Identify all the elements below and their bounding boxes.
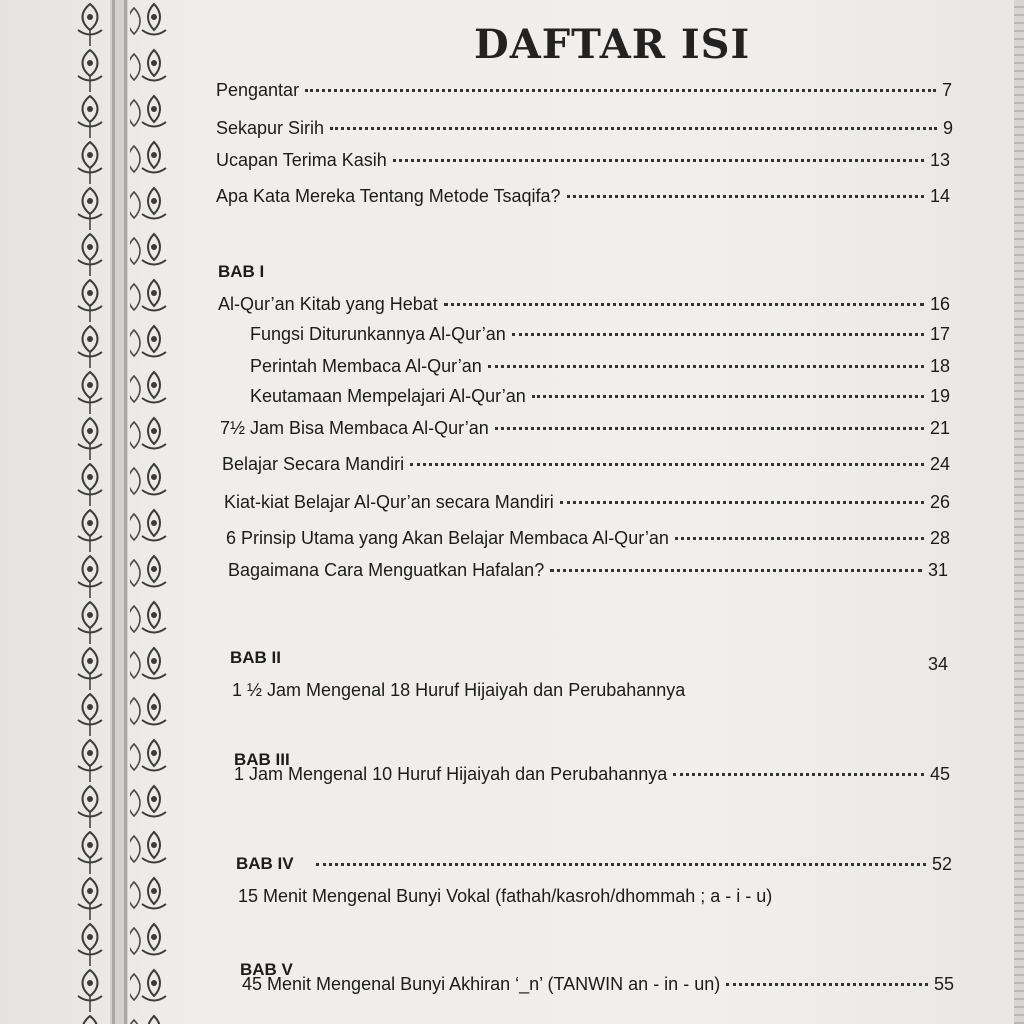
toc-entry-page: 52 xyxy=(931,854,952,874)
toc-entry-ucapan xyxy=(216,146,950,174)
toc-entry-page: 16 xyxy=(929,294,950,314)
bab-heading-2: BAB II xyxy=(230,648,281,667)
toc-entry-bab5 xyxy=(242,970,954,998)
toc-entry-kitab-hebat xyxy=(218,290,950,318)
ornament-pattern-icon xyxy=(72,0,172,1024)
toc-entry-label: Perintah Membaca Al-Qur’an xyxy=(250,356,482,376)
toc-entry-prinsip xyxy=(226,524,950,552)
toc-entry-bab4-page xyxy=(310,850,952,878)
toc-entry-page: 55 xyxy=(933,974,954,994)
dot-leader xyxy=(495,427,924,430)
ornamental-border xyxy=(72,0,172,1024)
toc-entry-label: Keutamaan Mempelajari Al-Qur’an xyxy=(250,386,526,406)
toc-entry-page: 31 xyxy=(927,560,948,580)
dot-leader xyxy=(512,333,924,336)
toc-entry-page: 34 xyxy=(927,654,948,674)
toc-entry-bab3 xyxy=(234,760,950,788)
dot-leader xyxy=(567,195,924,198)
dot-leader xyxy=(550,569,922,572)
toc-entry-label: Sekapur Sirih xyxy=(216,118,325,138)
dot-leader xyxy=(330,127,937,130)
dot-leader xyxy=(673,773,924,776)
dot-leader xyxy=(675,537,924,540)
dot-leader xyxy=(532,395,924,398)
toc-entry-label: 45 Menit Mengenal Bunyi Akhiran ‘_n’ (TANWIN an - in - un) xyxy=(242,974,721,994)
toc-entry-label: Ucapan Terima Kasih xyxy=(216,150,387,170)
dot-leader xyxy=(444,303,924,306)
toc-entry-page: 7 xyxy=(941,80,952,100)
toc-entry-pengantar xyxy=(216,76,952,104)
toc-entry-label: Fungsi Diturunkannya Al-Qur’an xyxy=(250,324,506,344)
toc-entry-keutamaan xyxy=(250,382,950,410)
toc-entry-page: 26 xyxy=(929,492,950,512)
bab-heading-3: BAB III xyxy=(234,750,290,769)
bab-heading-4: BAB IV xyxy=(236,854,294,873)
dot-leader xyxy=(726,983,928,986)
toc-entry-page: 13 xyxy=(929,150,950,170)
toc-entry-perintah xyxy=(250,352,950,380)
toc-entry-bab2-label xyxy=(232,676,685,704)
page-binding-edge xyxy=(1014,0,1024,1024)
dot-leader xyxy=(560,501,924,504)
toc-entry-label: Kiat-kiat Belajar Al-Qur’an secara Mandiri xyxy=(224,492,554,512)
toc-entry-page: 19 xyxy=(929,386,950,406)
toc-entry-sekapur-sirih xyxy=(216,114,953,142)
toc-entry-bab4-label xyxy=(238,882,772,910)
toc-entry-page: 18 xyxy=(929,356,950,376)
dot-leader xyxy=(488,365,924,368)
toc-entry-page: 21 xyxy=(929,418,950,438)
toc-entry-label: 15 Menit Mengenal Bunyi Vokal (fathah/kasroh/dhommah ; a - i - u) xyxy=(238,886,773,906)
dot-leader xyxy=(393,159,924,162)
toc-entry-label: Bagaimana Cara Menguatkan Hafalan? xyxy=(228,560,545,580)
toc-entry-tujuh-jam xyxy=(220,414,950,442)
toc-entry-label: Belajar Secara Mandiri xyxy=(222,454,405,474)
page-title: DAFTAR ISI xyxy=(474,20,751,68)
toc-entry-hafalan xyxy=(228,556,948,584)
toc-entry-bab2 xyxy=(232,650,948,678)
toc-entry-apa-kata xyxy=(216,182,950,210)
toc-entry-page: 45 xyxy=(929,764,950,784)
toc-entry-label: Al-Qur’an Kitab yang Hebat xyxy=(218,294,438,314)
toc-entry-page: 9 xyxy=(942,118,953,138)
toc-entry-label: 1 Jam Mengenal 10 Huruf Hijaiyah dan Perubahannya xyxy=(234,764,668,784)
toc-entry-label: 1 ½ Jam Mengenal 18 Huruf Hijaiyah dan Perubahannya xyxy=(232,680,686,700)
toc-entry-label: 7½ Jam Bisa Membaca Al-Qur’an xyxy=(220,418,489,438)
toc-entry-fungsi xyxy=(250,320,950,348)
toc-entry-page: 28 xyxy=(929,528,950,548)
toc-entry-page: 17 xyxy=(929,324,950,344)
bab-heading-5: BAB V xyxy=(240,960,293,979)
toc-entry-label: Apa Kata Mereka Tentang Metode Tsaqifa? xyxy=(216,186,561,206)
toc-entry-label: 6 Prinsip Utama yang Akan Belajar Membaca Al-Qur’an xyxy=(226,528,669,548)
dot-leader xyxy=(305,89,936,92)
bab-heading-1: BAB I xyxy=(218,262,265,281)
toc-entry-kiat xyxy=(224,488,950,516)
toc-entry-page: 14 xyxy=(929,186,950,206)
toc-entry-label: Pengantar xyxy=(216,80,300,100)
dot-leader xyxy=(410,463,924,466)
dot-leader xyxy=(316,863,926,866)
toc-entry-mandiri xyxy=(222,450,950,478)
toc-entry-page: 24 xyxy=(929,454,950,474)
